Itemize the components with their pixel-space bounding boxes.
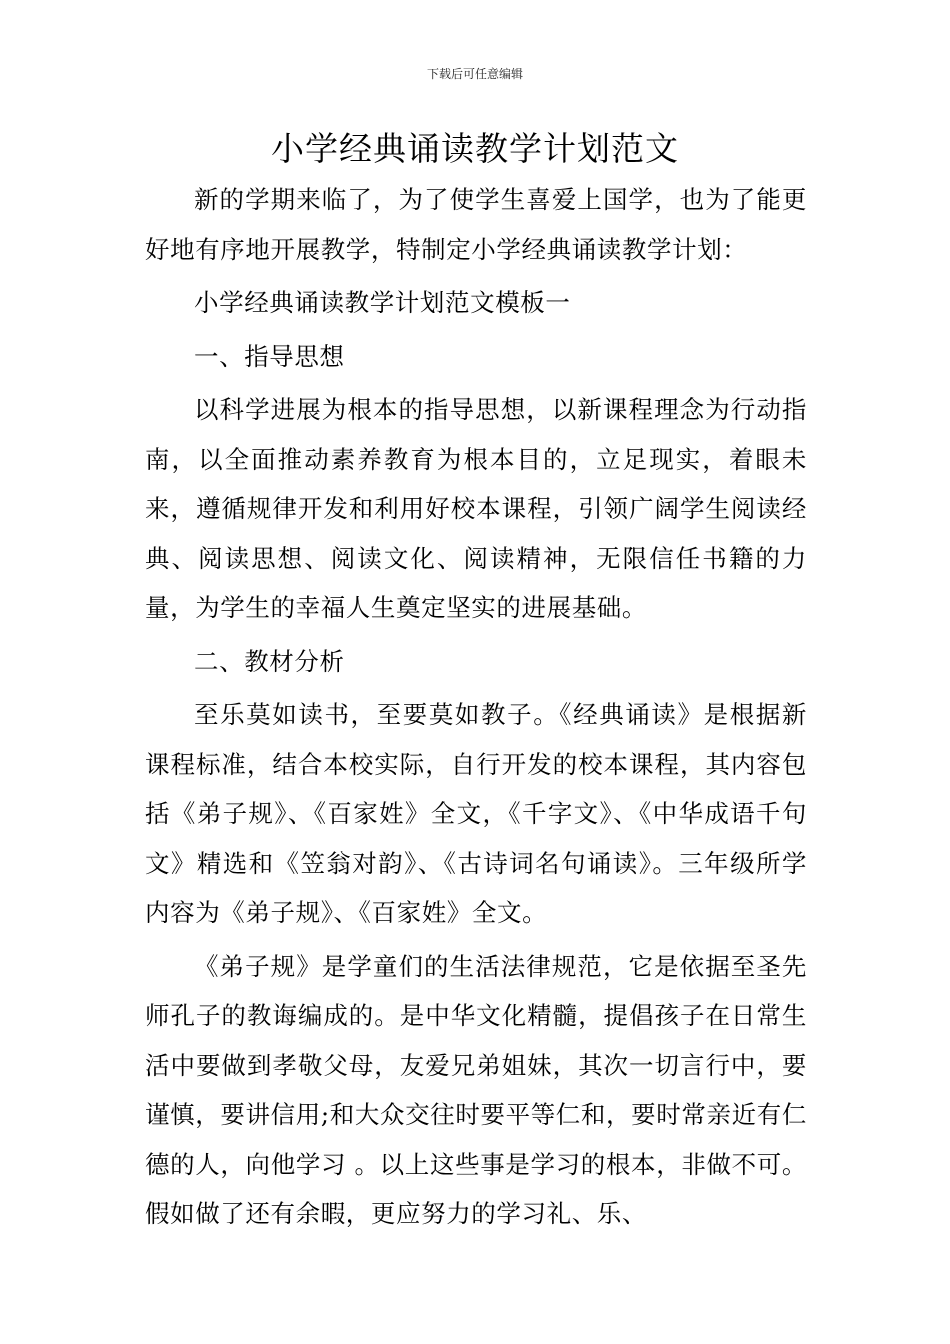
section-heading-materials: 二、教材分析	[194, 646, 345, 676]
materials-paragraph: 至乐莫如读书，至要莫如教子。《经典诵读》是根据新课程标准，结合本校实际，自行开发的校本课程，其内容包括《弟子规》、《百家姓》全文，《千字文》、《中华成语千句文》精选和《笠翁对韵》、《古诗词名句诵读》。三年级所学内容为《弟子规》、《百家姓》全文。	[145, 700, 807, 927]
intro-paragraph: 新的学期来临了，为了使学生喜爱上国学，也为了能更好地有序地开展教学，特制定小学经典诵读教学计划：	[145, 185, 807, 264]
section-heading-guiding-thought: 一、指导思想	[194, 341, 345, 371]
page-header-note: 下载后可任意编辑	[426, 67, 523, 81]
document-body	[145, 175, 807, 1239]
template-heading: 小学经典诵读教学计划范文模板一	[194, 288, 571, 317]
dizigui-paragraph: 《弟子规》是学童们的生活法律规范，它是依据至圣先师孔子的教诲编成的。是中华文化精髓，提倡孩子在日常生活中要做到孝敬父母，友爱兄弟姐妹，其次一切言行中，要谨慎，要讲信用;和大众交往时要平等仁和，要时常亲近有仁德的人，向他学习 。以上这些事是学习的根本，非做不可。假如做了还有余暇，更应努力的学习礼、乐、	[145, 951, 807, 1228]
guiding-thought-paragraph: 以科学进展为根本的指导思想，以新课程理念为行动指南，以全面推动素养教育为根本目的，立足现实，着眼未来，遵循规律开发和利用好校本课程，引领广阔学生阅读经典、阅读思想、阅读文化、阅读精神，无限信任书籍的力量，为学生的幸福人生奠定坚实的进展基础。	[145, 395, 807, 622]
document-title: 小学经典诵读教学计划范文	[271, 129, 679, 168]
